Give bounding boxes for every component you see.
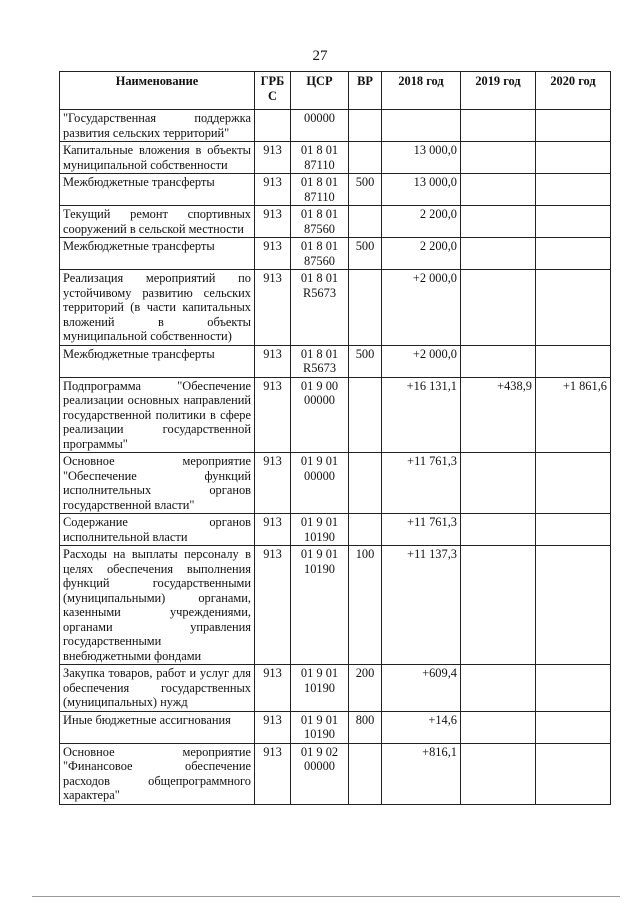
- cell-grbs: 913: [255, 174, 291, 206]
- cell-grbs: 913: [255, 453, 291, 514]
- cell-vr: [349, 743, 382, 804]
- cell-2019: [461, 743, 536, 804]
- cell-2019: [461, 453, 536, 514]
- header-name: Наименование: [60, 72, 255, 110]
- table-row: [60, 453, 611, 514]
- header-csr: ЦСР: [291, 72, 349, 110]
- table-row: [60, 345, 611, 377]
- cell-2020: [536, 546, 611, 665]
- cell-2018: 13 000,0: [382, 142, 461, 174]
- cell-2018: 2 200,0: [382, 238, 461, 270]
- cell-grbs: 913: [255, 743, 291, 804]
- cell-grbs: 913: [255, 514, 291, 546]
- cell-2020: [536, 174, 611, 206]
- cell-2020: [536, 711, 611, 743]
- table-row: [60, 514, 611, 546]
- cell-grbs: 913: [255, 345, 291, 377]
- cell-2020: [536, 206, 611, 238]
- cell-name: Капитальные вложения в объекты муниципальной собственности: [60, 142, 255, 174]
- cell-vr: 500: [349, 238, 382, 270]
- cell-grbs: 913: [255, 270, 291, 346]
- cell-csr: 01 9 00 00000: [291, 377, 349, 453]
- cell-grbs: 913: [255, 377, 291, 453]
- cell-vr: [349, 206, 382, 238]
- cell-2020: [536, 270, 611, 346]
- cell-2019: [461, 238, 536, 270]
- table-row: [60, 206, 611, 238]
- budget-table: [59, 71, 611, 805]
- cell-vr: 800: [349, 711, 382, 743]
- cell-name: "Государственная поддержка развития сельских территорий": [60, 110, 255, 142]
- cell-2020: [536, 514, 611, 546]
- cell-csr: 01 8 01 R5673: [291, 345, 349, 377]
- cell-csr: 01 9 01 10190: [291, 514, 349, 546]
- cell-2020: [536, 665, 611, 712]
- cell-2020: +1 861,6: [536, 377, 611, 453]
- cell-grbs: [255, 110, 291, 142]
- cell-2020: [536, 238, 611, 270]
- table-row: [60, 142, 611, 174]
- cell-2019: [461, 270, 536, 346]
- cell-vr: 500: [349, 174, 382, 206]
- cell-2018: +16 131,1: [382, 377, 461, 453]
- header-2018: 2018 год: [382, 72, 461, 110]
- cell-2018: 2 200,0: [382, 206, 461, 238]
- cell-2019: [461, 711, 536, 743]
- cell-vr: [349, 270, 382, 346]
- cell-name: Межбюджетные трансферты: [60, 345, 255, 377]
- cell-2018: +11 137,3: [382, 546, 461, 665]
- cell-csr: 01 9 01 10190: [291, 546, 349, 665]
- header-2019: 2019 год: [461, 72, 536, 110]
- cell-vr: [349, 453, 382, 514]
- cell-vr: [349, 110, 382, 142]
- cell-2020: [536, 743, 611, 804]
- table-row: [60, 270, 611, 346]
- table-row: [60, 743, 611, 804]
- cell-name: Текущий ремонт спортивных сооружений в сельской местности: [60, 206, 255, 238]
- cell-name: Иные бюджетные ассигнования: [60, 711, 255, 743]
- table-body: [60, 110, 611, 805]
- cell-2018: [382, 110, 461, 142]
- header-vr: ВР: [349, 72, 382, 110]
- table-row: [60, 546, 611, 665]
- cell-csr: 01 8 01 87560: [291, 238, 349, 270]
- cell-2020: [536, 345, 611, 377]
- table-row: [60, 174, 611, 206]
- cell-name: Содержание органов исполнительной власти: [60, 514, 255, 546]
- cell-2018: 13 000,0: [382, 174, 461, 206]
- cell-name: Основное мероприятие "Финансовое обеспечение расходов общепрограммного характера": [60, 743, 255, 804]
- cell-name: Межбюджетные трансферты: [60, 238, 255, 270]
- cell-grbs: 913: [255, 546, 291, 665]
- cell-2019: [461, 206, 536, 238]
- cell-2019: [461, 546, 536, 665]
- table-row: [60, 711, 611, 743]
- table-row: [60, 665, 611, 712]
- cell-2019: [461, 110, 536, 142]
- cell-vr: 100: [349, 546, 382, 665]
- table-row: [60, 110, 611, 142]
- cell-2018: +14,6: [382, 711, 461, 743]
- cell-vr: [349, 514, 382, 546]
- cell-csr: 01 8 01 R5673: [291, 270, 349, 346]
- cell-2020: [536, 110, 611, 142]
- bottom-divider: [32, 896, 620, 897]
- cell-csr: 01 8 01 87110: [291, 142, 349, 174]
- cell-vr: [349, 377, 382, 453]
- cell-vr: [349, 142, 382, 174]
- cell-2020: [536, 142, 611, 174]
- cell-csr: 00000: [291, 110, 349, 142]
- cell-name: Расходы на выплаты персоналу в целях обеспечения выполнения функций государственными (муниципальными) органами, казенными учреждениями, органами управления государственными внебюджетными фондами: [60, 546, 255, 665]
- cell-grbs: 913: [255, 711, 291, 743]
- cell-grbs: 913: [255, 238, 291, 270]
- cell-name: Закупка товаров, работ и услуг для обеспечения государственных (муниципальных) нужд: [60, 665, 255, 712]
- cell-2019: [461, 665, 536, 712]
- cell-name: Межбюджетные трансферты: [60, 174, 255, 206]
- cell-2018: +816,1: [382, 743, 461, 804]
- cell-csr: 01 9 01 10190: [291, 711, 349, 743]
- cell-2018: +2 000,0: [382, 345, 461, 377]
- cell-name: Основное мероприятие "Обеспечение функций исполнительных органов государственной власти": [60, 453, 255, 514]
- cell-csr: 01 9 02 00000: [291, 743, 349, 804]
- table-row: [60, 238, 611, 270]
- cell-grbs: 913: [255, 665, 291, 712]
- cell-grbs: 913: [255, 142, 291, 174]
- cell-2018: +609,4: [382, 665, 461, 712]
- cell-2019: [461, 345, 536, 377]
- cell-2019: [461, 514, 536, 546]
- table-header-row: [60, 72, 611, 110]
- cell-2019: +438,9: [461, 377, 536, 453]
- cell-csr: 01 8 01 87560: [291, 206, 349, 238]
- cell-2019: [461, 142, 536, 174]
- cell-grbs: 913: [255, 206, 291, 238]
- cell-csr: 01 9 01 10190: [291, 665, 349, 712]
- cell-vr: 200: [349, 665, 382, 712]
- cell-vr: 500: [349, 345, 382, 377]
- cell-2018: +11 761,3: [382, 453, 461, 514]
- cell-csr: 01 9 01 00000: [291, 453, 349, 514]
- cell-2019: [461, 174, 536, 206]
- cell-2020: [536, 453, 611, 514]
- cell-2018: +11 761,3: [382, 514, 461, 546]
- cell-csr: 01 8 01 87110: [291, 174, 349, 206]
- header-grbs: ГРБС: [255, 72, 291, 110]
- cell-name: Подпрограмма "Обеспечение реализации основных направлений государственной политики в сфере реализации государственной программы": [60, 377, 255, 453]
- cell-name: Реализация мероприятий по устойчивому развитию сельских территорий (в части капитальных вложений в объекты муниципальной собственности): [60, 270, 255, 346]
- cell-2018: +2 000,0: [382, 270, 461, 346]
- page-number: 27: [312, 48, 328, 64]
- header-2020: 2020 год: [536, 72, 611, 110]
- table-row: [60, 377, 611, 453]
